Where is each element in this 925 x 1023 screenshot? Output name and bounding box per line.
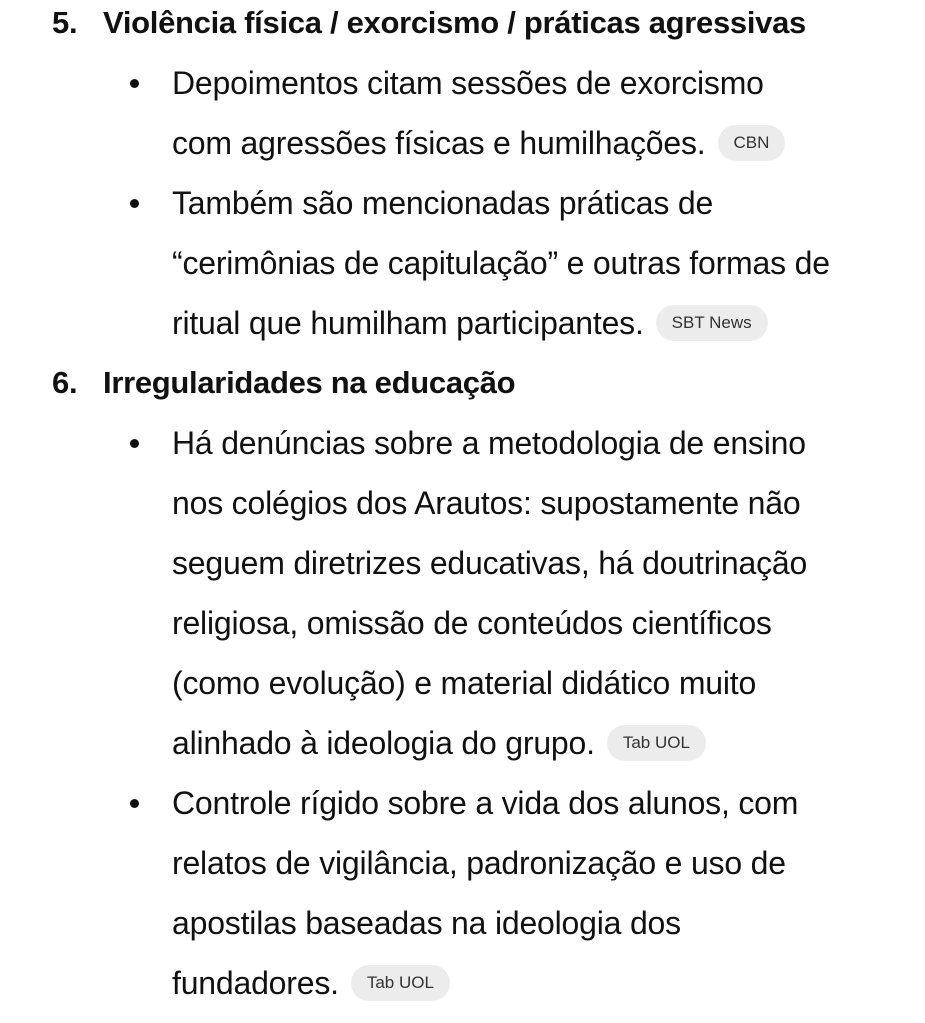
bullet-dot bbox=[130, 199, 139, 208]
list-item-text: (como evolução) e material didático muito bbox=[172, 665, 757, 701]
source-citation-chip[interactable]: Tab UOL bbox=[607, 725, 706, 761]
bullet-dot bbox=[130, 79, 139, 88]
list-item-text: apostilas baseadas na ideologia dos bbox=[172, 905, 681, 941]
section-heading bbox=[52, 1, 806, 45]
bullet-dot bbox=[130, 439, 139, 448]
list-item bbox=[172, 173, 912, 353]
list-item bbox=[172, 773, 912, 1013]
section-heading bbox=[52, 361, 515, 405]
list-item-text: Há denúncias sobre a metodologia de ensino bbox=[172, 425, 806, 461]
source-citation-chip[interactable]: SBT News bbox=[656, 305, 768, 341]
section-number: 5. bbox=[52, 5, 78, 40]
list-item-text: alinhado à ideologia do grupo. bbox=[172, 725, 595, 761]
list-item bbox=[172, 53, 912, 173]
list-item bbox=[172, 413, 912, 773]
list-item-text: Depoimentos citam sessões de exorcismo bbox=[172, 65, 764, 101]
list-item-text: “cerimônias de capitulação” e outras formas de bbox=[172, 245, 830, 281]
list-item-text: fundadores. bbox=[172, 965, 339, 1001]
section-title: Violência física / exorcismo / práticas agressivas bbox=[103, 5, 806, 40]
list-item-text: religiosa, omissão de conteúdos científicos bbox=[172, 605, 772, 641]
list-item-text: Controle rígido sobre a vida dos alunos, com bbox=[172, 785, 799, 821]
source-citation-chip[interactable]: Tab UOL bbox=[351, 965, 450, 1001]
list-item-text: Também são mencionadas práticas de bbox=[172, 185, 714, 221]
list-item-text: seguem diretrizes educativas, há doutrinação bbox=[172, 545, 808, 581]
section-number: 6. bbox=[52, 365, 78, 400]
list-item-text: nos colégios dos Arautos: supostamente não bbox=[172, 485, 801, 521]
section-title: Irregularidades na educação bbox=[103, 365, 516, 400]
list-item-text: com agressões físicas e humilhações. bbox=[172, 125, 706, 161]
list-item-text: relatos de vigilância, padronização e uso de bbox=[172, 845, 786, 881]
list-item-text: ritual que humilham participantes. bbox=[172, 305, 644, 341]
source-citation-chip[interactable]: CBN bbox=[718, 125, 786, 161]
bullet-dot bbox=[130, 799, 139, 808]
